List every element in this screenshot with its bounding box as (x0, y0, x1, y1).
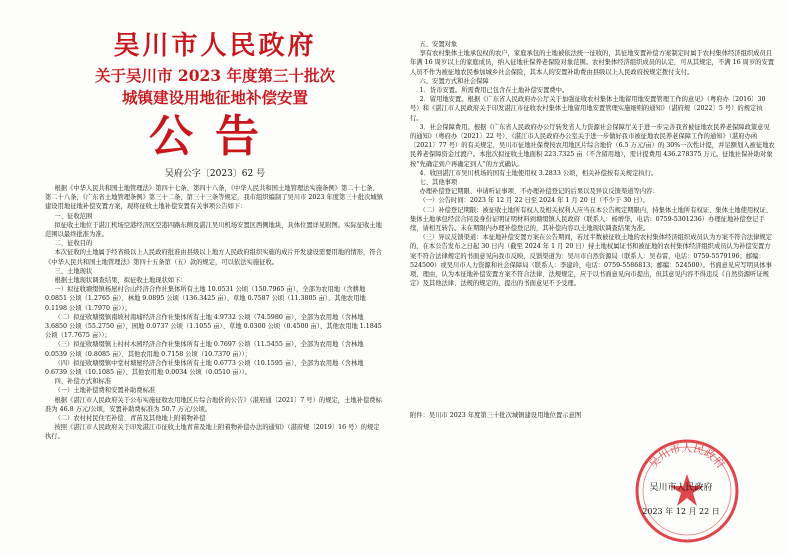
paragraph: 拟征收土地位于湛江机场空港经济区空港四路东侧及湛江吴川机场安置区西侧地块，具体位置详见附图。实际征收土地范围以最终批准为准。 (45, 221, 382, 239)
paragraph: （三）异议反馈渠道：本征地补偿安置方案在公告期间，若过半数被征收土地的农村集体经济组织成员认为方案不符合法律规定的，在本公告发布之日起 30 日内（截至 2024 年 1 月 20 日）持土地权属证书和被征地的农村集体经济组织成员认为补偿安置方案不符合法律规定的书面意见向我市反映，反馈渠道为：吴川市自然资源局（联系人：吴春雷，电话：0759-5579196；邮编：524500）或吴川市人力资源和社会保障局（联系人：李建玲，电话：0759-5586813；邮编：524500）。书面意见应写明具体事项、理由，认为本征地补偿安置方案不符合法律、法规规定，应于以书面意见向市提出，但其意见内容不得违反《自然资源听证规定》及其他法律、法规的规定的，提出的书面意见不予受理。 (410, 234, 773, 288)
paragraph: （一）公告时间：2023 年 12 月 22 日至 2024 年 1 月 20 日（不少于 30 日）。 (419, 197, 649, 205)
paragraph: 按照《湛江市人民政府关于印发湛江市征收土地青苗及地上附着物补偿办法的通知》（湛府规〔2019〕16 号）的规定执行。 (45, 424, 380, 441)
section-heading: 一、征收范围 (54, 212, 93, 220)
subtitle-line-2: 城镇建设用地征地补偿安置 (121, 88, 308, 107)
paragraph: 3．社会保障费用。根据《广东省人民政府办公厅转发省人力资源社会保障厅关于进一步完善我省被征地农民养老保障政策意见的通知》（粤府办〔2021〕22 号）、《湛江市人民政府办公室关于进一步做好我市被征地农民养老保障工作的通知》（湛府办函〔2021〕77 号）的有关规定，吴川市征地社保费按农用地区片综合地价（6.5 万元/亩）的 30%一次性计提，并足额划入被征地农民养老保障资金过渡户。本批次拟征收土地面积 223.7325 亩（不含留用地），需计提费用 436.278375 万元。征地社保补助对象按“先确定到户再确定到人”的方式确认。 (410, 123, 775, 168)
annex-note: 附件：吴川市 2023 年度第三十批次城镇建设用地位置示意图 (410, 412, 582, 419)
paragraph: （二）农村村民住宅补偿、青苗及其他地上附着物补偿 (54, 415, 206, 423)
section-heading: 七、其他事项 (419, 179, 458, 187)
paragraph: 本次征收的土地属于经省级以上人民政府批准由县级以上地方人民政府组织实施的成片开发建设需要用地的情形，符合《中华人民共和国土地管理法》第四十五条第（五）款的规定，可以依法实施征收。 (45, 249, 382, 266)
paragraph: 办理补偿登记期限、申请听证事项、不办理补偿登记的后果以及异议反馈渠道等内容： (419, 188, 659, 196)
left-body-text (45, 184, 385, 442)
section-heading: 三、土地现状 (54, 267, 93, 275)
section-heading: 五、安置对象 (419, 41, 458, 48)
document-number: 吴府公字〔2023〕62 号 (164, 169, 266, 179)
paragraph: 享有农村集体土地承包权的农户，家庭承包的土地被依法统一征收的，其征地安置补偿方案制定时属于农村集体经济组织成员且年满 16 周岁以上的家庭成员，纳入征地社保养老保险对象范围。农村集体经济组织成员的认定，可从其规定，不满 16 周岁的安置人员不作为被征地农民参加城乡社会保险，其本人的安置补助费由县级以上人民政府按规定拨付支付。 (410, 50, 775, 76)
paragraph: （四）拟征收塘缀镇中堂村塘屋经济合作社集体所有土地 0.6773 公顷（10.1595 亩），全部为农用地（含林地 0.6739 公顷（10.1085 亩）、其他农用地 0.0034 公顷（0.0510 亩））。 (45, 359, 364, 377)
paragraph: （二）拟征收塘缀镇南坡村南埔经济合作社集体所有土地 4.9732 公顷（74.5980 亩），全部为农用地（含林地 3.6850 公顷（55.2750 亩）、园地 0.0737 公顷（1.1055 亩）、草地 0.0300 公顷（0.4500 亩）、其他农用地 1.1845 公顷（17.7675 亩））； (45, 313, 382, 340)
section-heading: 六、安置方式和社会保障 (419, 77, 489, 85)
paragraph: 2．留用地安置。根据《广东省人民政府办公厅关于加强征收农村集体土地留用地安置管理工作的意见》（粤府办〔2016〕30 号）和《湛江市人民政府关于印发湛江市征收农村集体土地留用地安置管理实施细则的通知》（湛府规〔2022〕5 号）的规定执行。 (410, 96, 766, 122)
paragraph: （二）补偿登记期限：被征收土地所有权人及相关权利人应当在本公告规定期限内，持集体土地所有权证、集体土地使用权证、集体土地承包经营合同及身份证明证明材料到塘缀镇人民政府（联系人：杨增华，电话：0759-5301236）办理征地补偿登记手续，请相互转告。未在期限内办理补偿登记的，其补偿内容以土地现状调查结果为准。 (410, 206, 773, 233)
paragraph: 一）拟征收塘缀镇杨屋村合山经济合作社集体所有土地 10.0531 公顷（150.7965 亩），全部为农用地（含耕地 0.0851 公顷（1.2765 亩）、林地 9.0895 公顷（136.3425 亩）、草地 0.7587 公顷（11.3805 亩）、其他农用地 0.1198 公顷（1.7970 亩））； (45, 286, 366, 312)
issuing-org-title: 吴川市人民政府 (113, 31, 317, 61)
paragraph: （一）土地补偿费和安置补助费标准 (54, 387, 156, 395)
paragraph: （三）拟征收塘缀镇上村村木园经济合作社集体所有土地 0.7697 公顷（11.5455 亩），全部为农用地（含林地 0.0539 公顷（0.8085 亩）、其他农用地 0.7158 公顷（10.7370 亩））； (45, 341, 364, 358)
section-heading: 二、征收目的 (54, 240, 93, 248)
doc-type-title: 公告 (149, 111, 281, 162)
paragraph: 根据《湛江市人民政府关于公布实施征收农用地区片综合地价的公告》（湛府通〔2021〕7 号）的规定，土地补偿费标准为 46.8 万元/公顷，安置补助费标准为 50.7 万元/公顷。 (45, 396, 382, 413)
paragraph: 1．货币安置。所需费用已包含在土地补偿安置费中。 (419, 87, 569, 95)
right-body-text (410, 40, 775, 288)
signature-date: 2023 年 12 月 22 日 (642, 507, 720, 516)
left-column (45, 0, 385, 558)
subtitle-line-1: 关于吴川市 2023 年度第三十批次 (95, 66, 335, 85)
signature-org: 吴川市人民政府 (649, 483, 713, 493)
paragraph: 根据土地现状调查结果，拟征收土地现状如下： (54, 277, 187, 285)
svg-text:吴川市人民政府: 吴川市人民政府 (646, 441, 728, 471)
paragraph: 4．收回湛江市吴川机场的国有土地使用权 3.2833 公顷，相关补偿按有关规定执行。 (419, 169, 658, 177)
paragraph: 根据《中华人民共和国土地管理法》第四十七条、第四十八条，《中华人民共和国土地管理法实施条例》第二十七条、第二十八条，《广东省土地管理条例》第三十二条、第三十三条等规定，我市组织编制了吴川市 2023 年度第三十批次城镇建设用地征地补偿安置方案，现将征收土地补偿安置有关事项公告如下： (45, 185, 384, 211)
section-heading: 四、补偿方式和标准 (54, 378, 112, 386)
